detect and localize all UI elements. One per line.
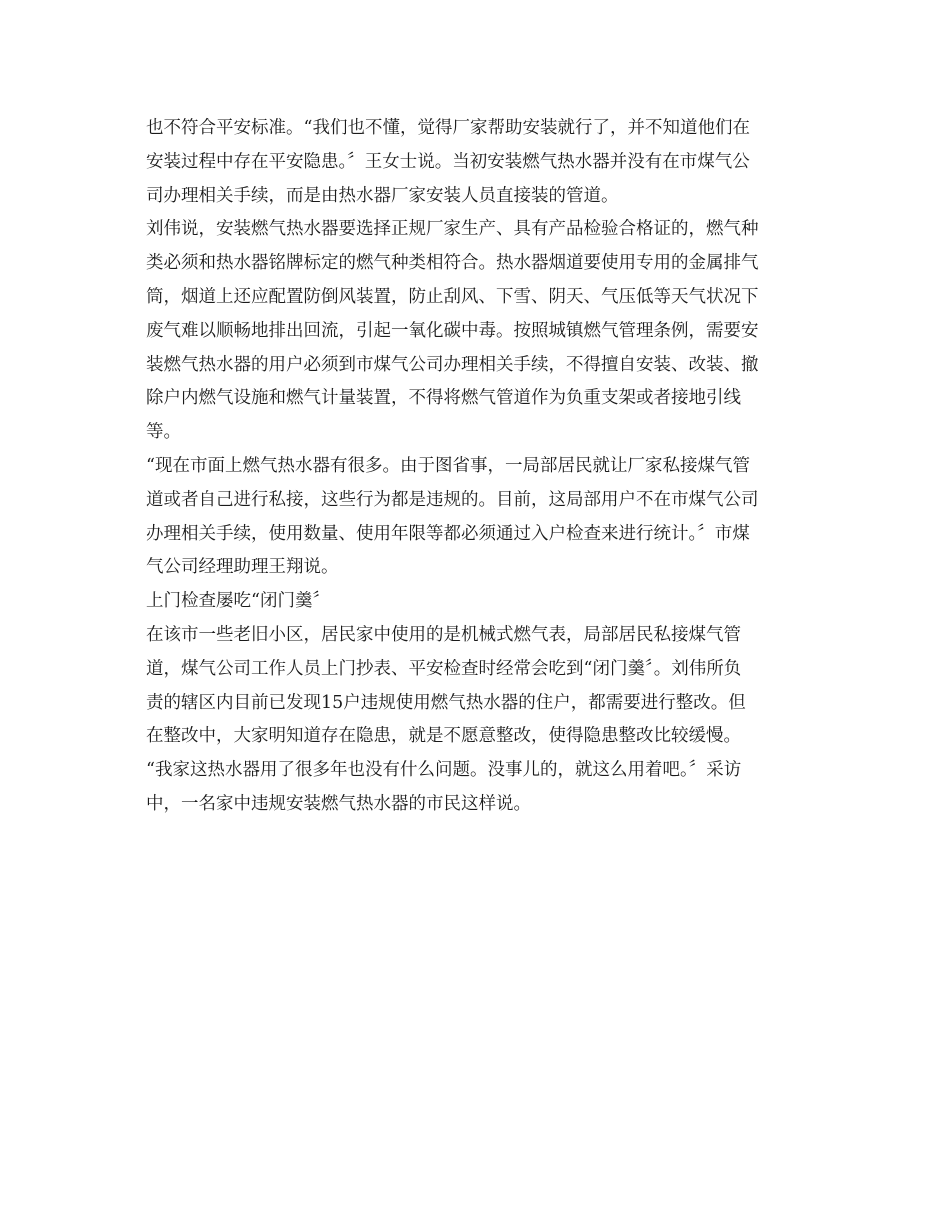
- text-line: 也不符合平安标准。“我们也不懂，觉得厂家帮助安装就行了，并不知道他们在: [146, 118, 750, 138]
- text-line: 道，煤气公司工作人员上门抄表、平安检查时经常会吃到“闭门羹〞。刘伟所负: [146, 658, 742, 679]
- text-line: 筒，烟道上还应配置防倒风装置，防止刮风、下雪、阴天、气压低等天气状况下: [146, 286, 759, 307]
- text-line: 安装过程中存在平安隐患。〞王女士说。当初安装燃气热水器并没有在市煤气公: [146, 151, 750, 172]
- text-line: “现在市面上燃气热水器有很多。由于图省事，一局部居民就让厂家私接煤气管: [146, 455, 750, 476]
- text-line: 中，一名家中违规安装燃气热水器的市民这样说。: [146, 793, 531, 814]
- text-line: 废气难以顺畅地排出回流，引起一氧化碳中毒。按照城镇燃气管理条例，需要安: [146, 320, 759, 341]
- text-line: 除户内燃气设施和燃气计量装置，不得将燃气管道作为负重支架或者接地引线: [146, 388, 741, 409]
- text-line: 责的辖区内目前已发现15户违规使用燃气热水器的住户，都需要进行整改。但: [146, 692, 746, 713]
- text-line: 刘伟说，安装燃气热水器要选择正规厂家生产、具有产品检验合格证的，燃气种: [146, 219, 759, 240]
- section-heading: 上门检查屡吃“闭门羹〞: [146, 591, 330, 612]
- text-line: 类必须和热水器铭牌标定的燃气种类相符合。热水器烟道要使用专用的金属排气: [146, 253, 759, 274]
- text-line: 在整改中，大家明知道存在隐患，就是不愿意整改，使得隐患整改比较缓慢。: [146, 726, 741, 747]
- text-line: 等。: [146, 422, 181, 443]
- text-line: 道或者自己进行私接，这些行为都是违规的。目前，这局部用户不在市煤气公司: [146, 489, 759, 510]
- text-line: “我家这热水器用了很多年也没有什么问题。没事儿的，就这么用着吧。〞采访: [146, 760, 742, 781]
- document-body: [146, 112, 811, 822]
- text-line: 办理相关手续，使用数量、使用年限等都必须通过入户检查来进行统计。〞市煤: [146, 523, 750, 544]
- text-line: 在该市一些老旧小区，居民家中使用的是机械式燃气表，局部居民私接煤气管: [146, 624, 741, 645]
- text-line: 气公司经理助理王翔说。: [146, 557, 339, 578]
- text-line: 装燃气热水器的用户必须到市煤气公司办理相关手续，不得擅自安装、改装、撤: [146, 354, 759, 375]
- text-line: 司办理相关手续，而是由热水器厂家安装人员直接装的管道。: [146, 185, 619, 206]
